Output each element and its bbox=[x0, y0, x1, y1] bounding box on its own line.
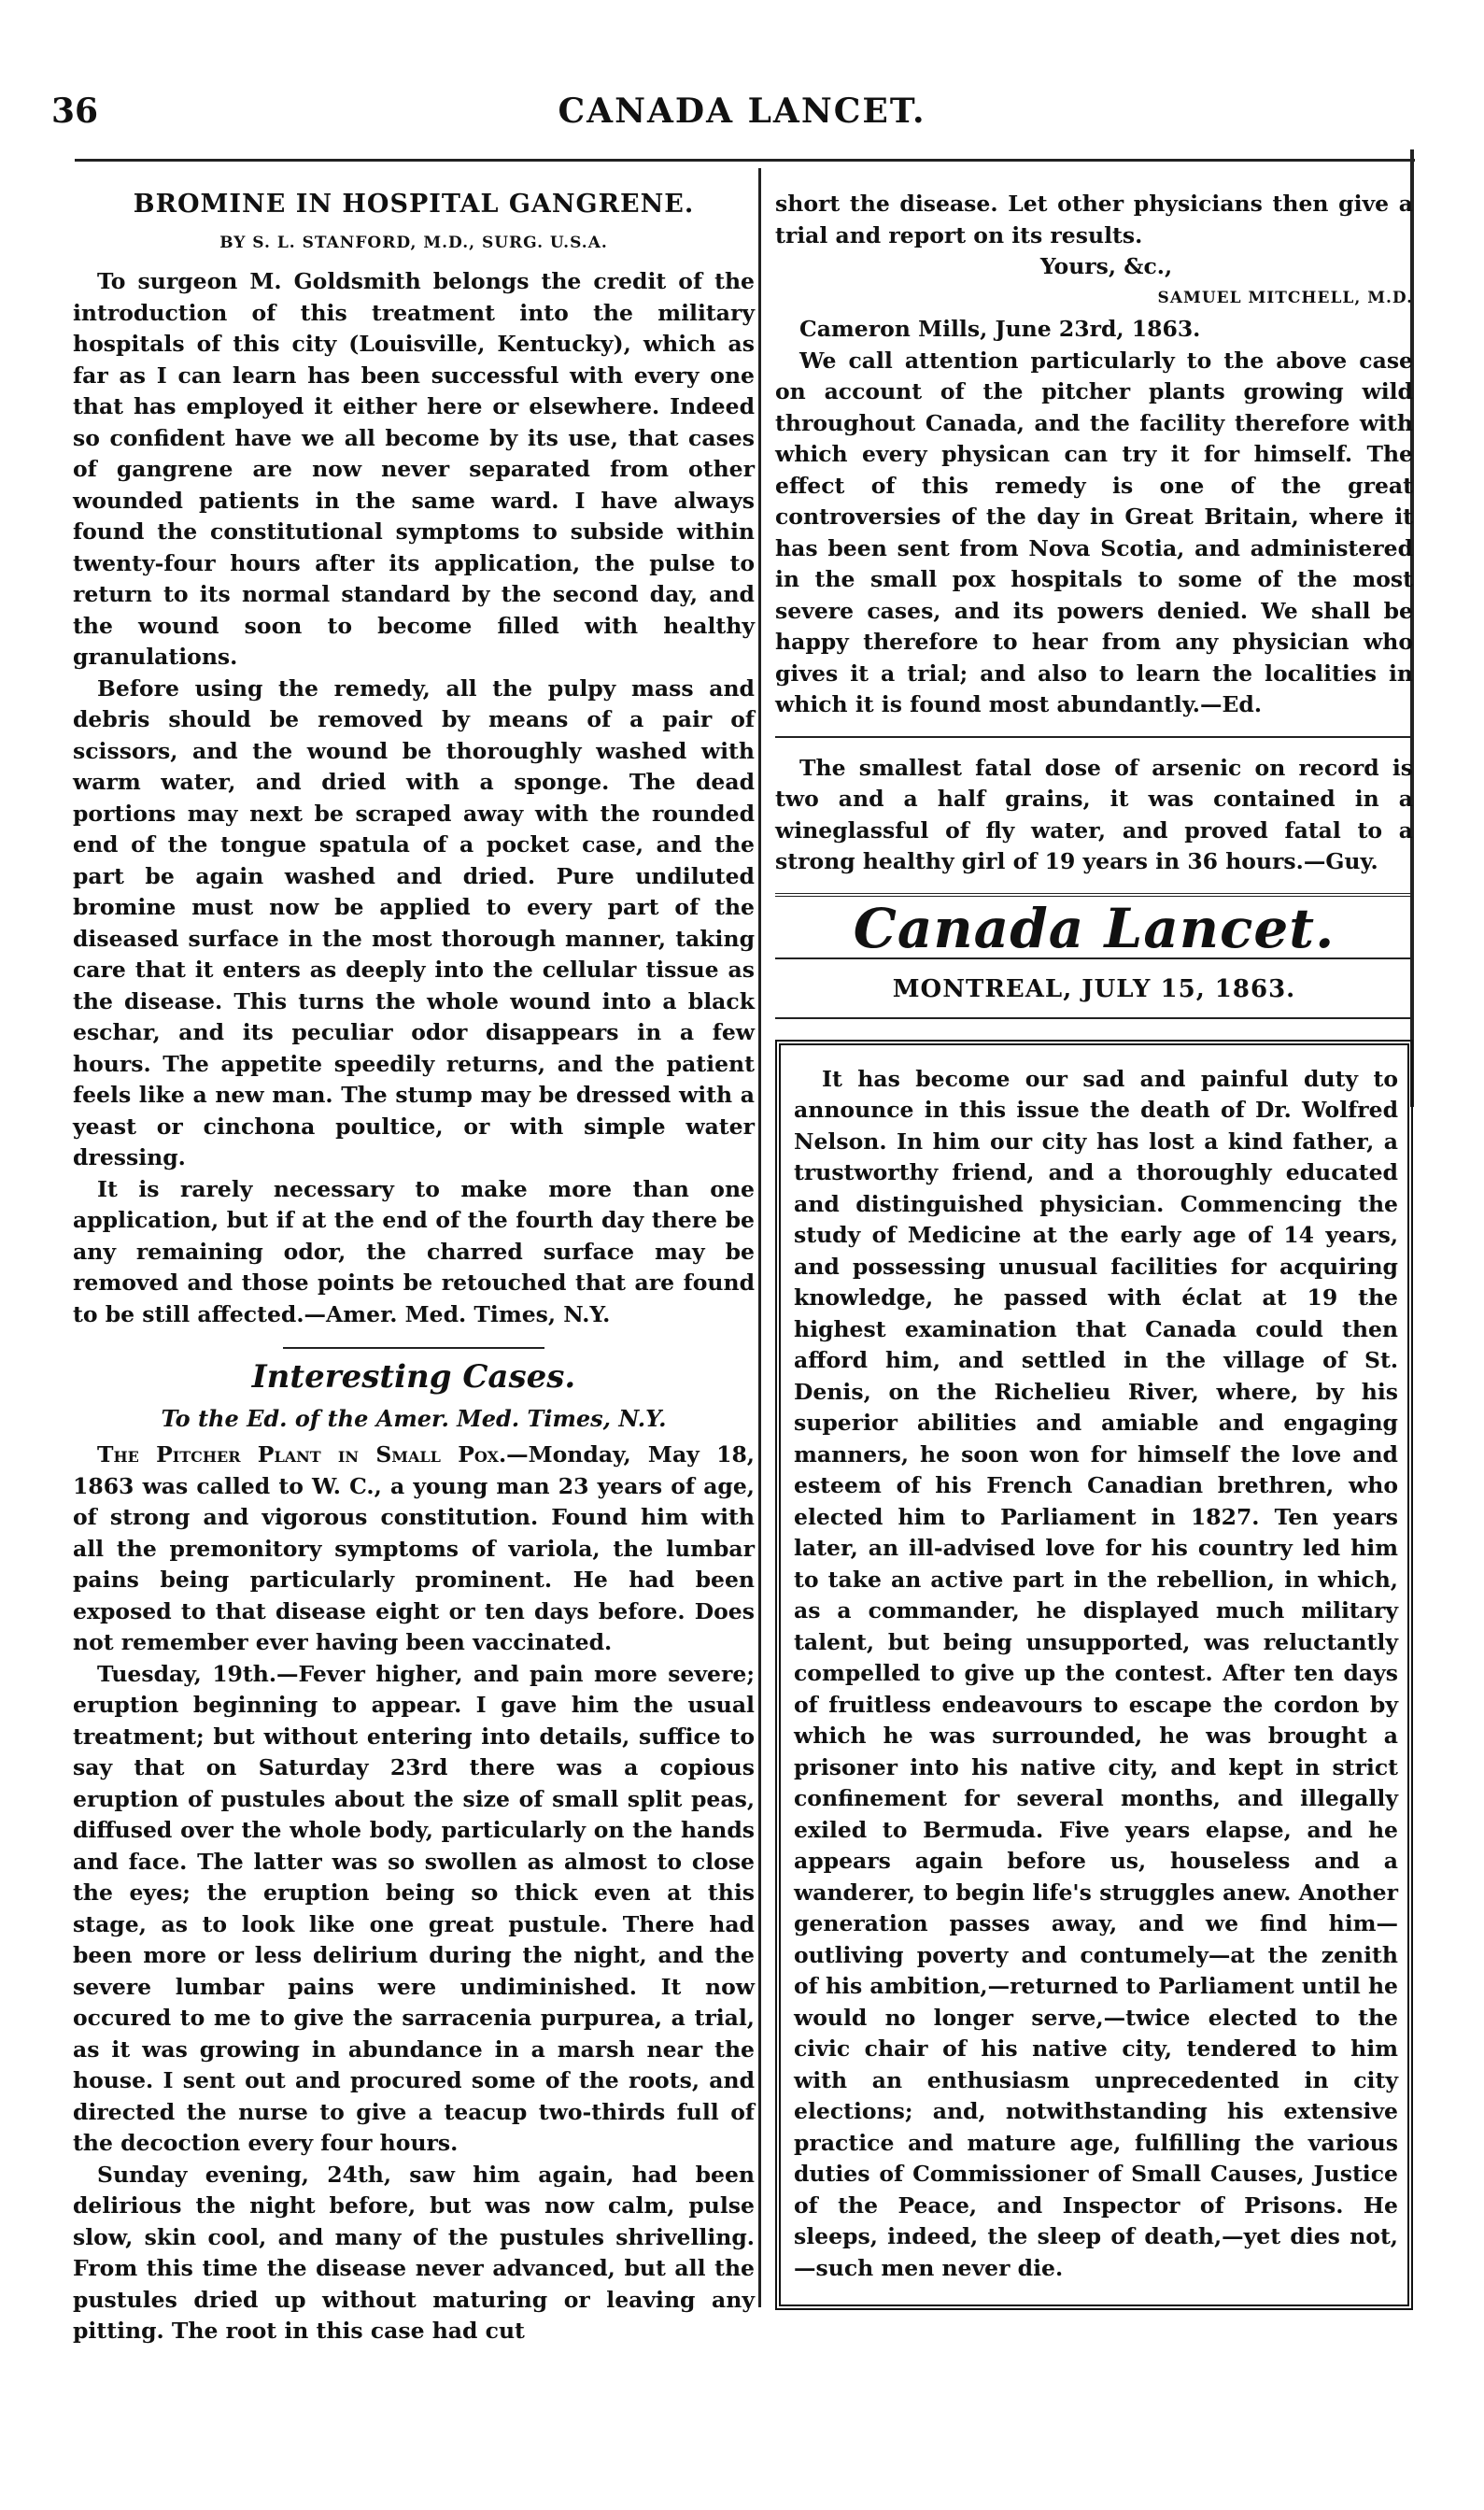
obituary-box bbox=[775, 1040, 1413, 2311]
lead-paragraph-text: —Monday, May 18, 1863 was called to W. C., a young man 23 years of age, of strong and vigorous constitution. Found him with all the premonitory symptoms of variola, the lumbar pains being particularly prominent. He had been exposed to that disease eight or ten days before. Does not remember ever having been vaccinated. bbox=[73, 1441, 755, 1655]
letter-signature: SAMUEL MITCHELL, M.D. bbox=[1157, 288, 1413, 307]
article-paragraph: Before using the remedy, all the pulpy mass and debris should be removed by means of a pair of scissors, and the wound be thoroughly washed with warm water, and dried with a sponge. The dead portions may next be scraped away with the rounded end of the tongue spatula of a pocket case, and the part be again washed and dried. Pure undiluted bromine must now be applied to every part of the diseased surface in the most thorough manner, taking care that it enters as deeply into the cellular tissue as the disease. This turns the whole wound into a black eschar, and its peculiar odor disappears in a few hours. The appetite speedily returns, and the patient feels like a new man. The stump may be dressed with a yeast or cinchona poultice, or with simple water dressing. bbox=[73, 674, 755, 1170]
lead-in: The Pitcher Plant in Small Pox. bbox=[97, 1441, 507, 1468]
header-rule bbox=[75, 159, 1415, 162]
masthead-title: Canada Lancet. bbox=[853, 896, 1336, 960]
section-rule bbox=[775, 736, 1413, 738]
issue-date: MONTREAL, JULY 15, 1863. bbox=[775, 959, 1413, 1019]
section-rule bbox=[283, 1347, 544, 1349]
obituary-text: It has become our sad and painful duty to announce in this issue the death of Dr. Wolfred Nelson. In him our city has lost a kind father, a trustworthy friend, and a thoroughly educated and distinguished physician. Commencing the study of Medicine at the early age of 14 years, and possessing unusual facilities for acquiring knowledge, he passed with éclat at 19 the highest examination that Canada could then afford him, and settled in the village of St. Denis, on the Richelieu River, where, by his superior abilities and amiable and engaging manners, he soon won for himself the love and esteem of his French Canadian brethren, who elected him to Parliament in 1827. Ten years later, an ill-advised love for his country led him to take an active part in the rebellion, in which, as a commander, he displayed much military talent, but being unsupported, was reluctantly compelled to give up the contest. After ten days of fruitless endeavours to escape the cordon by which he was surrounded, he was brought a prisoner into his native city, and kept in strict confinement for several months, and illegally exiled to Bermuda. Five years elapse, and he appears again before us, houseless and a wanderer, to begin life's struggles anew. Another generation passes away, and we find him—outliving poverty and contumely—at the zenith of his ambition,—returned to Parliament until he would no longer serve,—twice elected to the civic chair of his native city, tendered to him with an enthusiasm unprecedented in city elections; and, notwithstanding his extensive practice and mature age, fulfilling the various duties of Commissioner of Small Causes, Justice of the Peace, and Inspector of Prisons. He sleeps, indeed, the sleep of death,—yet dies not,—such men never die. bbox=[794, 1065, 1398, 2281]
page-number: 36 bbox=[51, 92, 99, 131]
masthead-block bbox=[775, 893, 1413, 960]
letter-closing: Yours, &c., bbox=[1039, 253, 1173, 279]
article-paragraph: It is rarely necessary to make more than one application, but if at the end of the fourth day there be any remaining odor, the charred surface may be removed and those points be retouched that are found to be still affected.—Amer. Med. Times, N.Y. bbox=[73, 1175, 755, 1327]
letter-dateline: Cameron Mills, June 23rd, 1863. bbox=[799, 316, 1201, 342]
continued-paragraph: short the disease. Let other physicians then give a trial and report on its results. bbox=[775, 191, 1413, 248]
article-paragraph bbox=[73, 1439, 755, 1659]
left-column bbox=[73, 189, 755, 2347]
article-title: BROMINE IN HOSPITAL GANGRENE. bbox=[133, 190, 695, 219]
right-column bbox=[775, 189, 1413, 2310]
article-paragraph: To surgeon M. Goldsmith belongs the credit of the introduction of this treatment into the military hospitals of this city (Louisville, Kentucky), which as far as I can learn has been successful with every one that has employed it either here or elsewhere. Indeed so confident have we all become by its use, that cases of gangrene are now never separated from other wounded patients in the same ward. I have always found the constitutional symptoms to subside within twenty-four hours after its application, the pulse to return to its normal standard by the second day, and the wound soon to become filled with healthy granulations. bbox=[73, 268, 755, 670]
section-heading: Interesting Cases. bbox=[251, 1358, 576, 1396]
column-divider bbox=[758, 168, 761, 2307]
letter-salutation: To the Ed. of the Amer. Med. Times, N.Y. bbox=[161, 1404, 667, 1432]
running-title: CANADA LANCET. bbox=[558, 92, 926, 131]
article-paragraph: Sunday evening, 24th, saw him again, had been delirious the night before, but was now calm, pulse slow, skin cool, and many of the pustules shrivelling. From this time the disease never advanced, but all the pustules dried up without maturing or leaving any pitting. The root in this case had cut bbox=[73, 2161, 755, 2344]
article-paragraph: Tuesday, 19th.—Fever higher, and pain more severe; eruption beginning to appear. I gave him the usual treatment; but without entering into details, suffice to say that on Saturday 23rd there was a copious eruption of pustules about the size of small split peas, diffused over the whole body, particularly on the hands and face. The latter was so swollen as almost to close the eyes; the eruption being so thick even at this stage, as to look like one great pustule. There had been more or less delirium during the night, and the severe lumbar pains were undiminished. It now occured to me to give the sarracenia purpurea, a trial, as it was growing in abundance in a marsh near the house. I sent out and procured some of the roots, and directed the nurse to give a teacup two-thirds full of the decoction every four hours. bbox=[73, 1660, 755, 2156]
arsenic-note: The smallest fatal dose of arsenic on record is two and a half grains, it was contained in a wineglassful of fly water, and proved fatal to a strong healthy girl of 19 years in 36 hours.—Guy. bbox=[775, 754, 1413, 874]
editor-note: We call attention particularly to the above case on account of the pitcher plants growing wild throughout Canada, and the facility therefore with which every physican can try it for himself. The effect of this remedy is one of the great controversies of the day in Great Britain, where it has been sent from Nova Scotia, and administered in the small pox hospitals to some of the most severe cases, and its powers denied. We shall be happy therefore to hear from any physician who gives it a trial; and also to learn the localities in which it is found most abundantly.—Ed. bbox=[775, 347, 1413, 717]
article-byline: BY S. L. STANFORD, M.D., SURG. U.S.A. bbox=[219, 233, 608, 252]
